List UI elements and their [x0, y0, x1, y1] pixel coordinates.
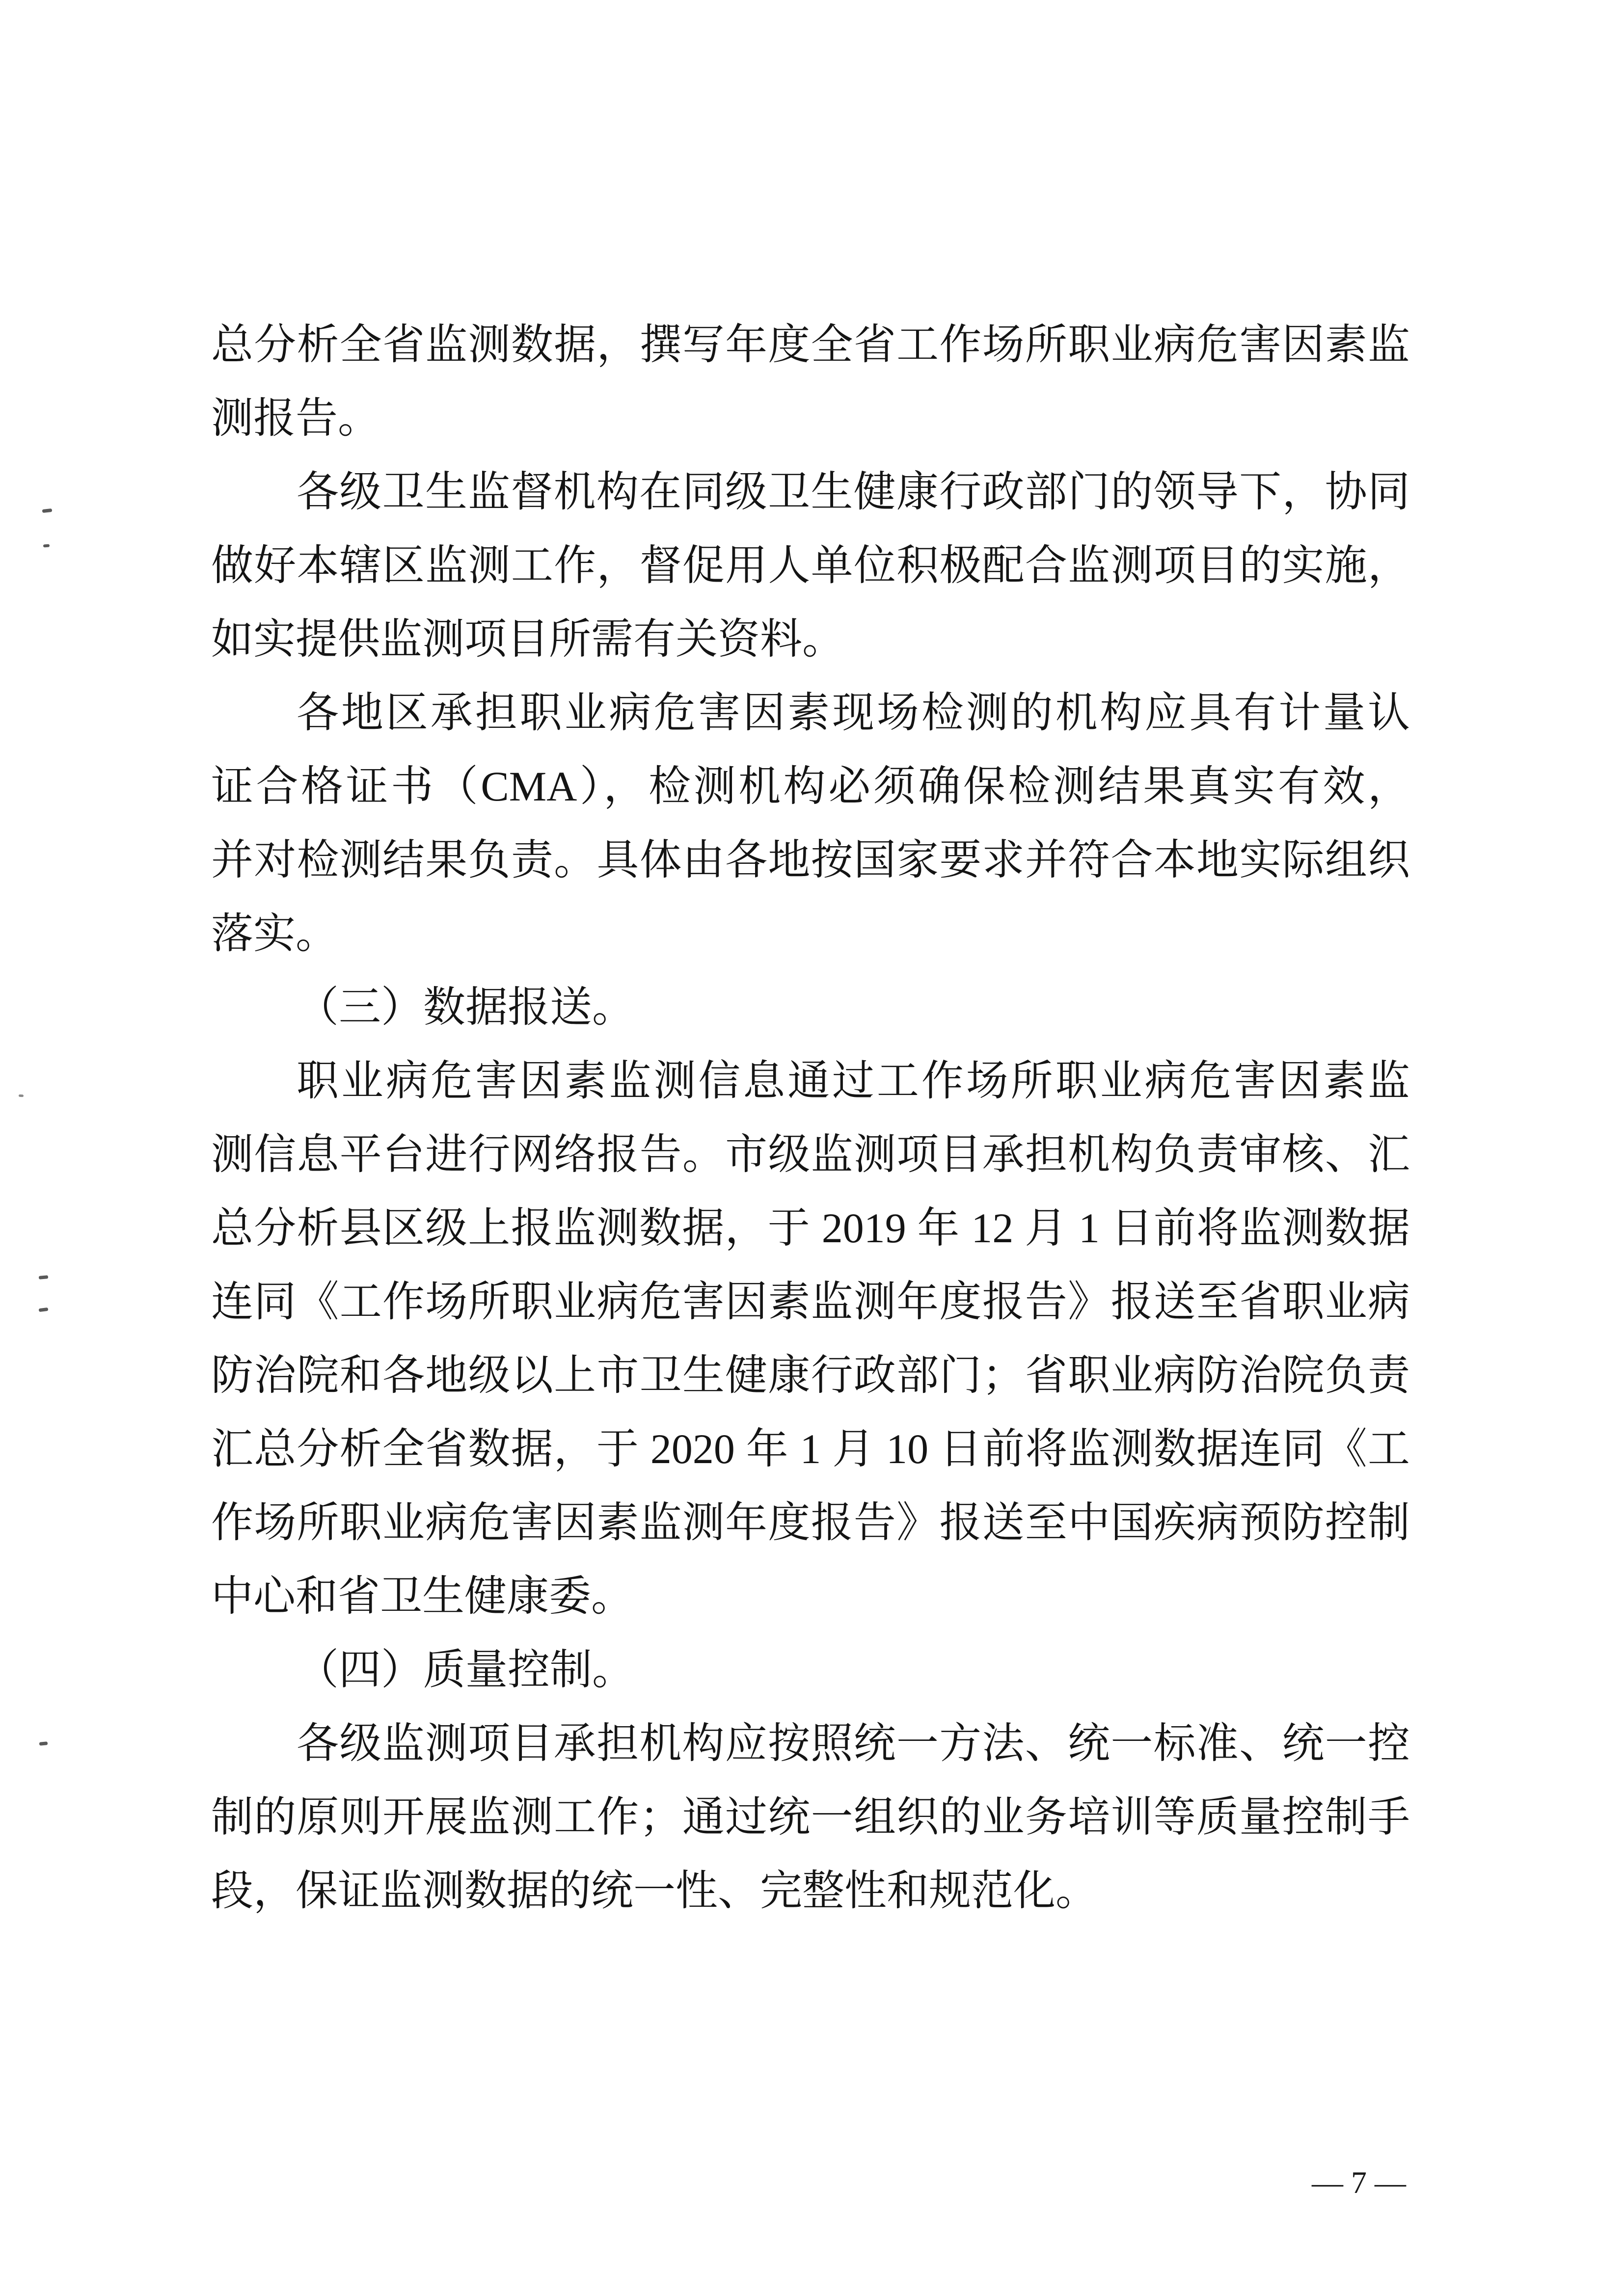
text-line: 作场所职业病危害因素监测年度报告》报送至中国疾病预防控制	[211, 1499, 1410, 1546]
text-line: 各级监测项目承担机构应按照统一方法、统一标准、统一控	[297, 1720, 1410, 1767]
text-line: 段，保证监测数据的统一性、完整性和规范化。	[211, 1867, 1098, 1914]
text-line: 防治院和各地级以上市卫生健康行政部门；省职业病防治院负责	[211, 1352, 1410, 1399]
text-line: 汇总分析全省数据，于 2020 年 1 月 10 日前将监测数据连同《工	[211, 1425, 1410, 1472]
section-heading: （四）质量控制。	[297, 1646, 634, 1693]
text-line: 各地区承担职业病危害因素现场检测的机构应具有计量认	[297, 689, 1410, 736]
text-line: 测信息平台进行网络报告。市级监测项目承担机构负责审核、汇	[211, 1131, 1410, 1178]
text-line: 中心和省卫生健康委。	[211, 1573, 633, 1620]
text-line: 并对检测结果负责。具体由各地按国家要求并符合本地实际组织	[211, 836, 1410, 883]
scan-speck	[42, 508, 53, 513]
text-line: 测报告。	[211, 395, 380, 442]
text-line: 证合格证书（CMA），检测机构必须确保检测结果真实有效，	[211, 763, 1410, 810]
document-body	[211, 308, 1410, 1927]
section-heading: （三）数据报送。	[297, 984, 634, 1031]
text-line: 总分析全省监测数据，撰写年度全省工作场所职业病危害因素监	[211, 321, 1410, 368]
text-line: 总分析县区级上报监测数据，于 2019 年 12 月 1 日前将监测数据	[211, 1204, 1410, 1252]
text-line: 连同《工作场所职业病危害因素监测年度报告》报送至省职业病	[211, 1278, 1410, 1325]
text-line: 制的原则开展监测工作；通过统一组织的业务培训等质量控制手	[211, 1793, 1410, 1841]
text-line: 各级卫生监督机构在同级卫生健康行政部门的领导下，协同	[297, 468, 1410, 515]
page-number: — 7 —	[1312, 2165, 1406, 2200]
scan-speck	[43, 544, 50, 548]
scan-speck	[39, 1275, 49, 1280]
text-line: 落实。	[211, 910, 338, 957]
text-line: 如实提供监测项目所需有关资料。	[211, 615, 844, 663]
text-line: 职业病危害因素监测信息通过工作场所职业病危害因素监	[297, 1057, 1410, 1104]
scan-speck	[39, 1741, 48, 1745]
text-line: 做好本辖区监测工作，督促用人单位积极配合监测项目的实施，	[211, 542, 1410, 589]
scan-speck	[39, 1308, 49, 1312]
scan-speck	[19, 1095, 24, 1097]
